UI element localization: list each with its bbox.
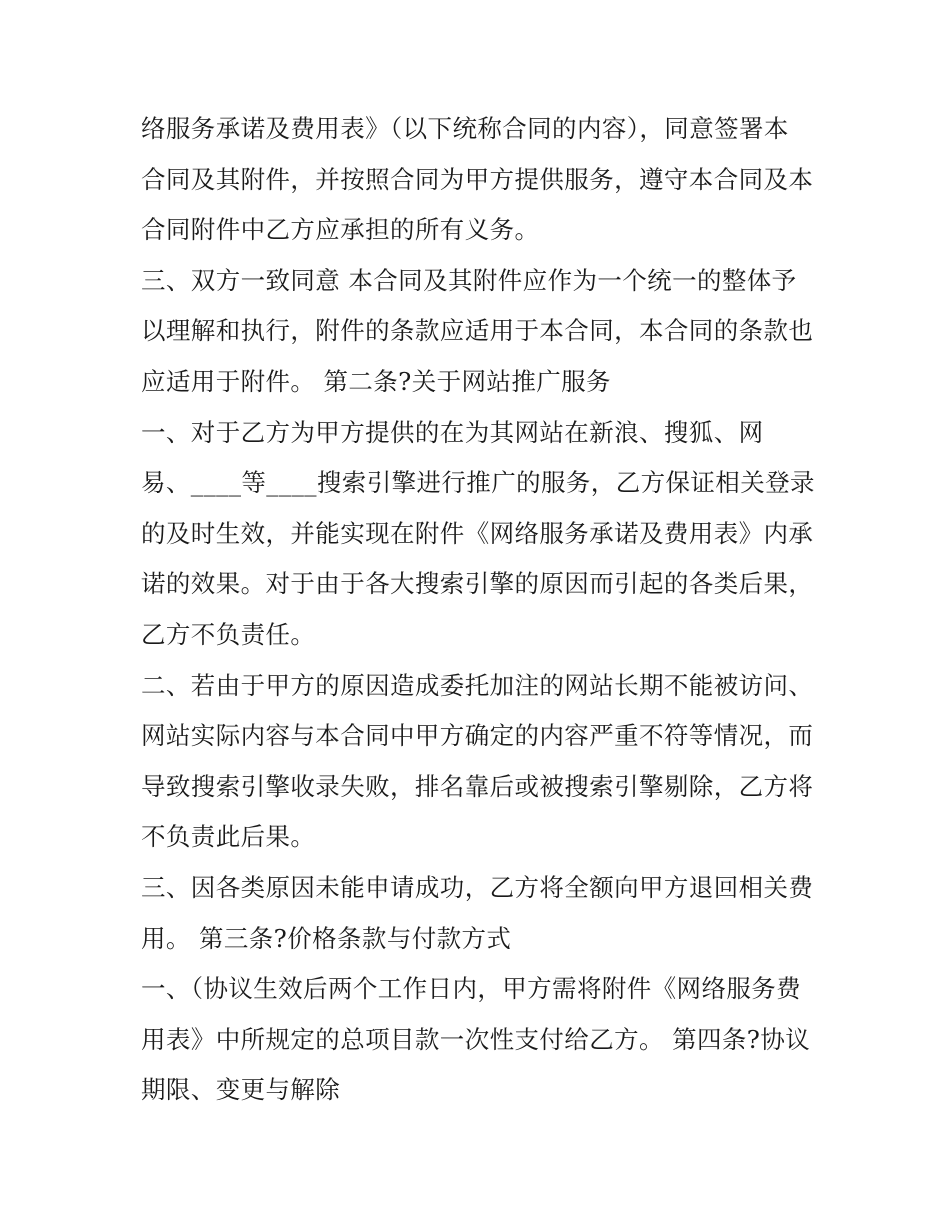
text-line: 一、（协议生效后两个工作日内，甲方需将附件《网络服务费	[141, 974, 802, 1004]
text-line: 合同附件中乙方应承担的所有义务。	[141, 215, 540, 245]
document-body	[141, 104, 821, 1116]
text-line: 导致搜索引擎收录失败，排名靠后或被搜索引擎剔除，乙方将	[141, 771, 814, 801]
text-line: 二、若由于甲方的原因造成委托加注的网站长期不能被访问、	[141, 670, 814, 700]
text-line: 乙方不负责任。	[141, 619, 316, 649]
text-line: 易、____等____搜索引擎进行推广的服务，乙方保证相关登录	[141, 468, 815, 498]
text-line: 网站实际内容与本合同中甲方确定的内容严重不符等情况，而	[141, 721, 814, 751]
text-line: 合同及其附件，并按照合同为甲方提供服务，遵守本合同及本	[141, 164, 814, 194]
text-line: 三、双方一致同意 本合同及其附件应作为一个统一的整体予	[141, 265, 797, 295]
text-line: 以理解和执行，附件的条款应适用于本合同，本合同的条款也	[141, 316, 814, 346]
text-line: 不负责此后果。	[141, 822, 316, 852]
text-line: 诺的效果。对于由于各大搜索引擎的原因而引起的各类后果，	[141, 569, 814, 599]
text-line: 期限、变更与解除	[141, 1075, 341, 1105]
text-line: 一、对于乙方为甲方提供的在为其网站在新浪、搜狐、网	[141, 417, 764, 447]
text-line: 用。 第三条?价格条款与付款方式	[141, 923, 512, 953]
text-line: 的及时生效，并能实现在附件《网络服务承诺及费用表》内承	[141, 518, 814, 548]
text-line: 络服务承诺及费用表》（以下统称合同的内容），同意签署本	[141, 114, 789, 143]
text-line: 应适用于附件。 第二条?关于网站推广服务	[141, 366, 611, 396]
text-line: 用表》中所规定的总项目款一次性支付给乙方。 第四条?协议	[141, 1024, 811, 1054]
text-line: 三、因各类原因未能申请成功，乙方将全额向甲方退回相关费	[141, 872, 814, 902]
